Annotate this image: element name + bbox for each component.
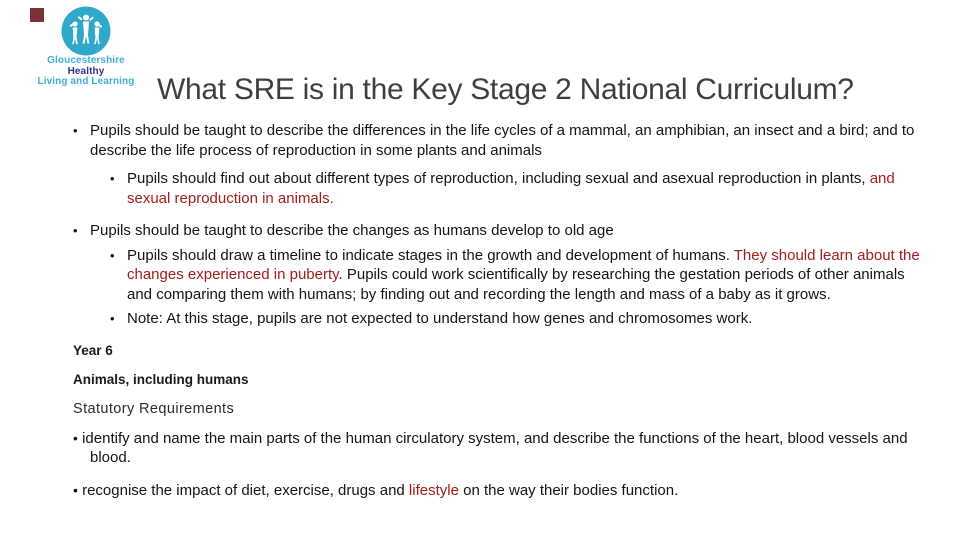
text-segment: Pupils should draw a timeline to indicate stages in the growth and development of humans.: [127, 246, 734, 264]
logo-text-healthy: Healthy: [67, 65, 105, 77]
bullet-icon: •: [110, 247, 115, 263]
bullet-icon: •: [73, 123, 78, 138]
requirement-2-text: [82, 482, 678, 499]
slide-body: [73, 121, 923, 500]
bullet-icon: •: [73, 223, 78, 238]
bullet-icon: •: [110, 171, 115, 186]
ks2-bullet-2-sub1-text: [127, 246, 923, 305]
text-segment-red: and sexual reproduction in animals.: [127, 170, 895, 207]
slide-title: What SRE is in the Key Stage 2 National Curriculum?: [157, 73, 854, 106]
logo-text-gloucestershire: Gloucestershire: [47, 55, 125, 66]
text-segment-red: They should learn about the changes experienced in puberty: [127, 246, 920, 283]
text-segment-red: lifestyle: [408, 481, 459, 499]
ks2-bullet-1-sub-text: [127, 169, 923, 208]
topic-heading: Animals, including humans: [73, 371, 249, 387]
ks2-bullet-2-text: Pupils should be taught to describe the changes as humans develop to old age: [90, 222, 614, 239]
org-logo: [24, 6, 148, 88]
ks2-bullet-1: [73, 121, 923, 160]
ks2-bullet-1-sub: [110, 169, 923, 208]
ks2-bullet-1-text: Pupils should be taught to describe the differences in the life cycles of a mammal, an amphibian, an insect and a bird; and to describe the life process of reproduction in some plants and animals: [90, 122, 915, 159]
ks2-bullet-2-sub2: [110, 309, 923, 329]
requirement-1-text: identify and name the main parts of the human circulatory system, and describe the functions of the heart, blood vessels and blood.: [82, 429, 908, 466]
bullet-icon: •: [73, 481, 78, 498]
ks2-bullet-2-sub1: [110, 246, 923, 305]
statutory-heading: Statutory Requirements: [73, 400, 235, 417]
requirement-2: [73, 481, 923, 501]
text-segment: recognise the impact of diet, exercise, drugs and: [82, 481, 409, 499]
logo-text-living-learning: Living and Learning: [37, 76, 135, 87]
year6-heading: Year 6: [73, 342, 113, 358]
requirement-1: [73, 429, 923, 468]
ks2-note-text: Note: At this stage, pupils are not expected to understand how genes and chromosomes work.: [127, 310, 753, 327]
ks2-bullet-2: [73, 221, 923, 241]
bullet-icon: •: [110, 311, 115, 326]
bullet-icon: •: [73, 429, 78, 446]
text-segment: . Pupils could work scientifically by researching the gestation periods of other animals and comparing them with humans; by finding out and recording the length and mass of a baby as it grows.: [127, 266, 905, 303]
text-segment: Pupils should find out about different types of reproduction, including sexual and asexual reproduction in plants,: [127, 170, 870, 187]
text-segment: on the way their bodies function.: [458, 481, 679, 499]
